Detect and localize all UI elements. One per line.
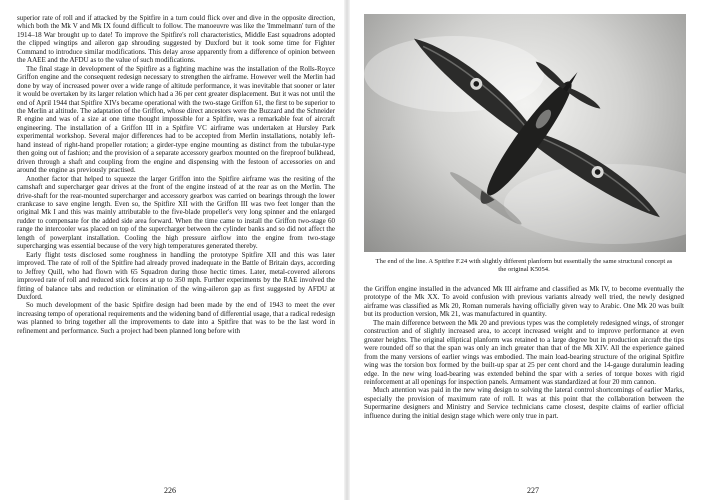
- page-number: 227: [527, 486, 539, 495]
- left-text-column: [17, 14, 335, 335]
- paragraph: the Griffon engine installed in the advanced Mk III airframe and classified as Mk IV, to become eventually the prototype of the Mk XX. To avoid confusion with previous variants already well tried, the newly designed airframe was classified as Mk 20, Roman numerals having officially given way to Arabic. One Mk 20 was built but its production version, Mk 21, was manufactured in quantity.: [364, 285, 684, 319]
- paragraph: So much development of the basic Spitfire design had been made by the end of 1943 to meet the ever increasing tempo of operational requirements and the widening band of differential usage, that a radical redesign was planned to bring together all the improvements to date into a Spitfire that was to be the last word in refinement and performance. Such a project had been planned long before with: [17, 301, 335, 335]
- page-number: 226: [164, 486, 176, 495]
- paragraph: superior rate of roll and if attacked by the Spitfire in a turn could flick over and dive in the opposite direction, which both the Mk V and Mk IX found difficult to follow. The manoeuvre was like the 'Immelmann' turn of the 1914–18 War brought up to date! To improve the Spitfire's roll characteristics, Middle East squadrons adopted the clipped wingtips and aileron gap shrouding suggested by Duxford but it took some time for Fighter Command to introduce similar modifications. This delay arose apparently from a difference of opinion between the AAEE and the AFDU as to the value of such modifications.: [17, 14, 335, 65]
- paragraph: Much attention was paid in the new wing design to solving the lateral control shortcomings of earlier Marks, especially the provision of maximum rate of roll. It was at this point that the collaboration between the Supermarine designers and Ministry and Service technicians came closest, despite claims of earlier official influence during the initial design stage which were only true in part.: [364, 386, 684, 420]
- right-text-column: [364, 285, 684, 420]
- paragraph: Early flight tests disclosed some roughness in handling the prototype Spitfire XII and this was later improved. The rate of roll of the Spitfire had already proved inadequate in the Battle of Britain days, according to Jeffrey Quill, who had flown with 65 Squadron during those hectic times. Later, metal-covered ailerons improved rate of roll and reduced stick forces at up to 350 mph. Further experiments by the RAE involved the fitting of balance tabs and reduction or elimination of the wing-aileron gap as first suggested by AFDU at Duxford.: [17, 250, 335, 301]
- paragraph: The final stage in development of the Spitfire as a fighting machine was the installation of the Rolls-Royce Griffon engine and the consequent redesign necessary to strengthen the airframe. However well the Merlin had done by way of increased power over a wide range of altitude performance, it was inevitable that sooner or later it would be overtaken by its larger relation which had a 36 per cent greater displacement. But it was not until the end of April 1944 that Spitfire XIVs became operational with the two-stage Griffon 61, the first to be superior to the Merlin at altitude. The adaptation of the Griffon, whose direct ancestors were the Buzzard and the Schneider R engine and was of a size at one time thought impossible for a Spitfire, was a remarkable feat of aircraft engineering. The installation of a Griffon III in a Spitfire VC airframe was undertaken at Hursley Park experimental workshop. Several major differences had to be accepted from Merlin installations, notably left-hand instead of right-hand propeller rotation; a girder-type engine mounting as distinct from the tubular-type then going out of fashion; and the provision of a separate accessory gearbox mounted on the fireproof bulkhead, driven through a shaft and coupling from the engine and dispensing with the festoon of accessories on and around the engine as previously practised.: [17, 64, 335, 175]
- right-page: [350, 0, 708, 500]
- left-page: [0, 0, 344, 500]
- spitfire-illustration: [364, 14, 686, 252]
- paragraph: Another factor that helped to squeeze the larger Griffon into the Spitfire airframe was the resiting of the camshaft and supercharger gear drives at the front of the engine instead of at the rear as on the Merlin. The drive-shaft for the rear-mounted supercharger and accessory gearbox was carried on bearings through the lower crankcase to save engine length. Even so, the Spitfire XII with the Griffon III was two feet longer than the original Mk I and this was mainly attributable to the five-blade propeller's very long spinner and the enlarged rudder to compensate for the added side area forward. When the time came to install the Griffon two-stage 60 range the intercooler was placed on top of the supercharger between the cylinder banks and so did not affect the length of powerplant installation. Cooling the high pressure airflow into the engine from two-stage supercharging was essential because of the very high temperatures generated thereby.: [17, 174, 335, 251]
- photo-caption: The end of the line. A Spitfire F.24 with slightly different planform but essentially the same structural concept as the original K5054.: [375, 258, 673, 273]
- paragraph: The main difference between the Mk 20 and previous types was the completely redesigned wings, of stronger construction and of slightly increased area, to accept increased weight and to improve performance at even greater heights. The original elliptical planform was retained to a large degree but in production aircraft the tips were rounded off so that the span was only an inch greater than that of the Mk XIV. All the experience gained from the many versions of earlier wings was embodied. The main load-bearing structure of the original Spitfire wing was the torsion box formed by the built-up spar at 25 per cent chord and the 14-gauge duralumin leading edge. In the new wing load-bearing was extended behind the spar with a series of torque boxes with rigid reinforcement at all openings for inspection panels. Armament was standardized at four 20 mm cannon.: [364, 318, 684, 386]
- spitfire-photo: [364, 14, 686, 252]
